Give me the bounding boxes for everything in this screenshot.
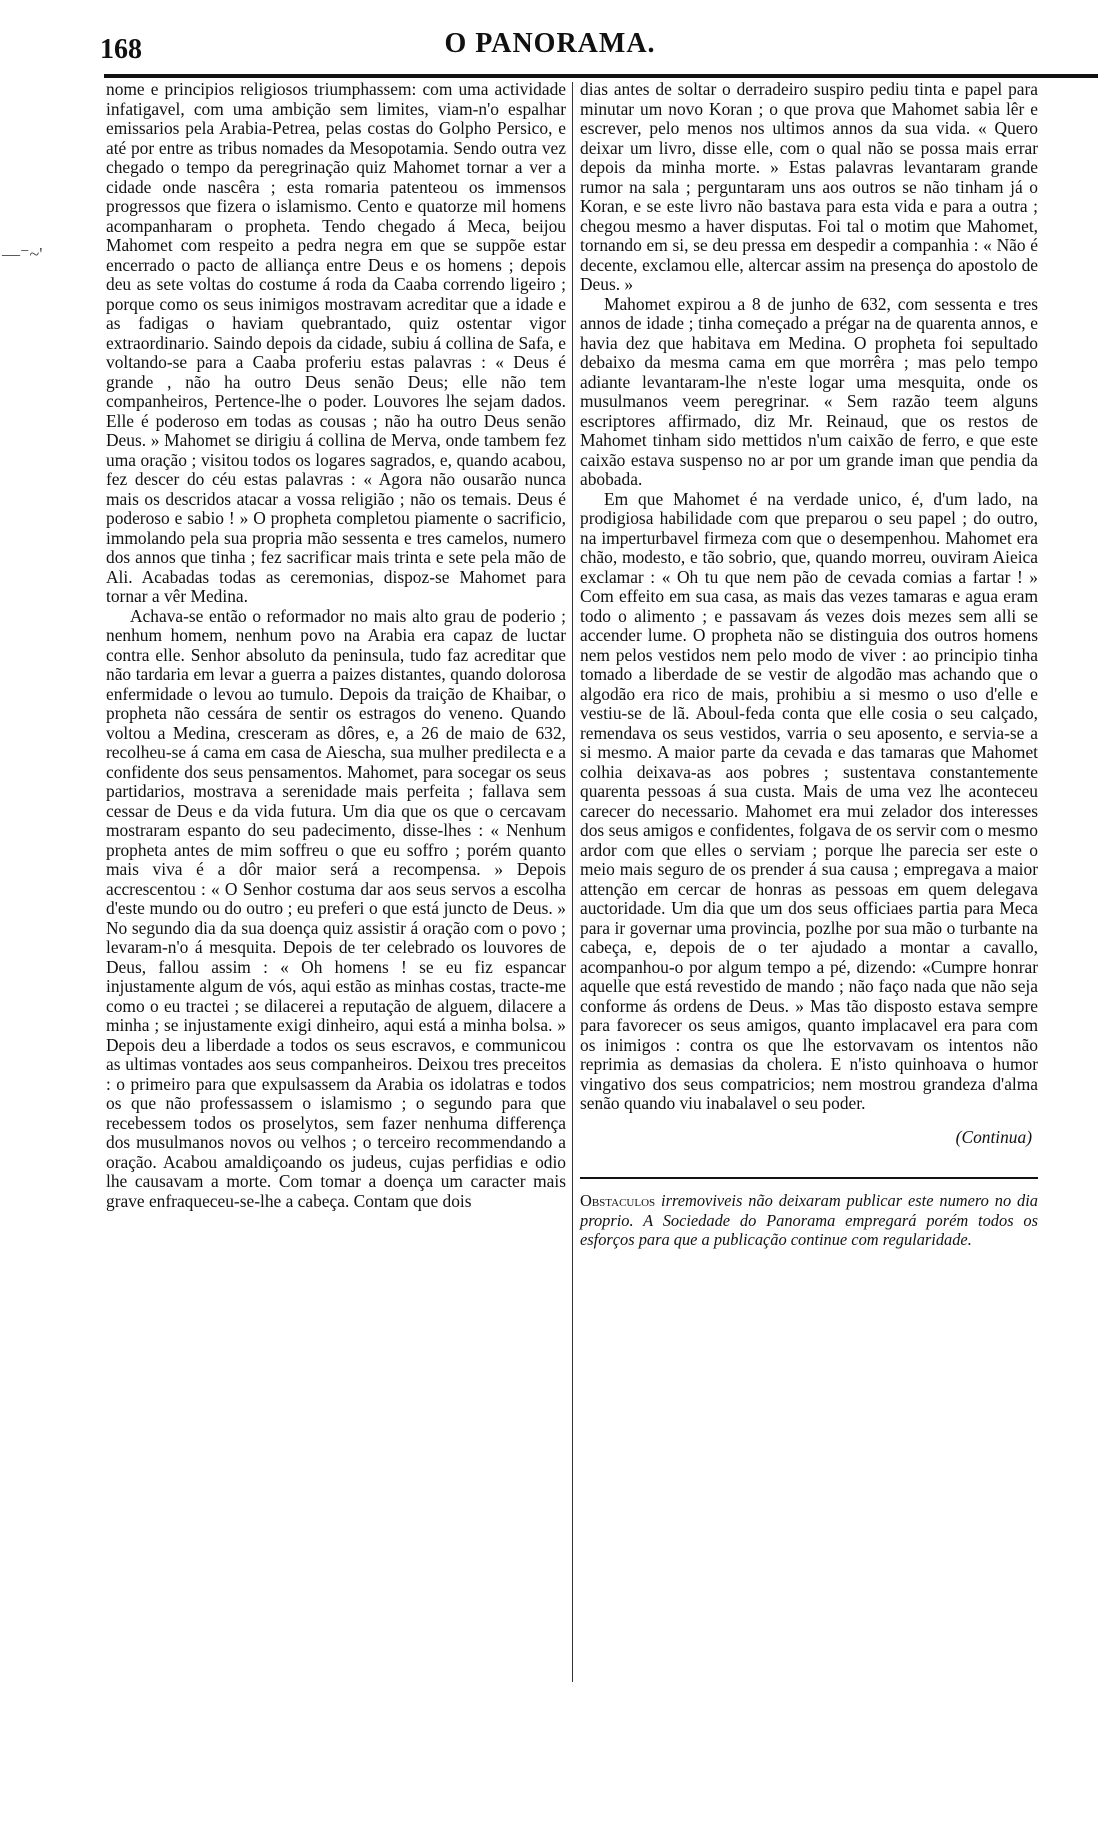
paragraph: Achava-se então o reformador no mais alto grau de poderio ; nenhum homem, nenhum povo na Arabia era capaz de luctar contra elle. Senhor absoluto da peninsula, tudo faz acreditar que não tardaria em levar a guerra a paizes distantes, quando dolorosa enfermidade o levou ao tumulo. Depois da traição de Khaibar, o propheta não cessára de sentir os estragos do veneno. Quando voltou a Medina, cresceram as dôres, e, a 26 de maio de 632, recolheu-se á cama em casa de Aiescha, sua mulher predilecta e a confidente dos seus pensamentos. Mahomet, para socegar os seus partidarios, mostrava a serenidade mais perfeita ; fallava sem cessar de Deus e da vida futura. Um dia que os que o cercavam mostraram espanto do seu padecimento, disse-lhes : « Nenhum propheta antes de mim soffreu o que eu soffro ; porém quanto mais viva é a dôr maior será a recompensa. » Depois accrescentou : « O Senhor costuma dar aos seus servos a escolha d'este mundo ou do outro ; eu preferi o que está juncto de Deus. » No segundo dia da sua doença quiz assistir á oração com o povo ; levaram-n'o á mesquita. Depois de ter celebrado os louvores de Deus, fallou assim : « Oh homens ! se eu fiz espancar injustamente algum de vós, aqui estão as minhas costas, tracte-me como o eu tractei ; se dilacerei a reputação de alguem, dilacere a minha ; se injustamente exigi dinheiro, aqui está a minha bolsa. » Depois deu a liberdade a todos os seus escravos, e communicou as ultimas vontades aos seus companheiros. Deixou tres preceitos : o primeiro para que expulsassem da Arabia os idolatras e todos os que não professassem o islamismo ; o segundo para que recebessem todos os proselytos, sem fazer nenhuma differença dos musulmanos novos ou velhos ; o terceiro recommendando a oração. Acabou amaldiçoando os judeus, cujas perfidias e odio lhe causavam a morte. Com tomar a doença um caracter mais grave enfraqueceu-se-lhe a cabeça. Contam que dois	[106, 605, 566, 1211]
editor-note	[580, 1191, 1038, 1250]
editor-note-lead: Obstaculos	[580, 1191, 656, 1210]
column-divider	[572, 82, 573, 1682]
right-column	[580, 80, 1038, 1250]
left-column	[106, 80, 566, 1211]
page-number: 168	[100, 34, 142, 65]
continuation-note: (Continua)	[955, 1126, 1032, 1147]
paragraph: Mahomet expirou a 8 de junho de 632, com sessenta e tres annos de idade ; tinha começado a prégar na de quarenta annos, e havia dez que habitava em Medina. O propheta foi sepultado debaixo da mesma cama em que morrêra ; mas pelo tempo adiante levantaram-lhe n'este logar uma mesquita, onde os musulmanos veem peregrinar. « Sem razão teem alguns escriptores affirmado, diz Mr. Reinaud, que os restos de Mahomet tinham sido mettidos n'um caixão de ferro, e que este caixão estava suspenso no ar por um grande iman que pendia da abobada.	[580, 293, 1038, 489]
paragraph: dias antes de soltar o derradeiro suspiro pediu tinta e papel para minutar um novo Koran ; o que prova que Mahomet sabia lêr e escrever, pelo menos nos ultimos annos da sua vida. « Quero deixar um livro, disse elle, com o qual não se possa mais errar depois da minha morte. » Estas palavras levantaram grande rumor na sala ; perguntaram uns aos outros se não tinham já o Koran, e se este livro não bastava para esta vida e para a outra ; chegou mesmo a haver disputas. Foi tal o motim que Mahomet, tornando em si, se deu pressa em despedir a companhia : « Não é decente, exclamou elle, altercar assim na presença do apostolo de Deus. »	[580, 79, 1038, 294]
running-title: O PANORAMA.	[444, 28, 656, 59]
paragraph: nome e principios religiosos triumphassem: com uma actividade infatigavel, com uma ambição sem limites, viam-n'o espalhar emissarios pela Arabia-Petrea, pelas costas do Golpho Persico, e até por entre as tribus nomades da Mesopotamia. Sendo outra vez chegado o tempo da peregrinação quiz Mahomet tornar a ver a cidade onde nascêra ; esta romaria patenteou os immensos progressos que fizera o islamismo. Cento e quatorze mil homens acompanharam o propheta. Tendo chegado á Meca, beijou Mahomet com respeito a pedra negra em que se suppõe estar encerrado o pacto de alliança entre Deus e os homens ; depois deu as sete voltas do costume á roda da Caaba correndo ligeiro ; porque como os seus inimigos mostravam acreditar que a idade e as fadigas o haviam quebrantado, quiz ostentar vigor extraordinario. Saindo depois da cidade, subiu á collina de Safa, e voltando-se para a Caaba proferiu estas palavras : « Deus é grande , não ha outro Deus senão Deus; elle não tem companheiros, Pertence-lhe o poder. Louvores lhe sejam dados. Elle é poderoso em todas as cousas ; não ha outro Deus senão Deus. » Mahomet se dirigiu á collina de Merva, onde tambem fez uma oração ; visitou todos os logares sagrados, e, quando acabou, fez descer do céu estas palavras : « Agora não ousarão nunca mais os descridos atacar a vossa religião ; não os temais. Deus é poderoso e sabio ! » O propheta completou piamente o sacrificio, immolando pela sua propria mão sessenta e tres camelos, numero dos annos que tinha ; fez sacrificar mais trinta e sete pela mão de Ali. Acabadas todas as ceremonias, dispoz-se Mahomet para tornar a vêr Medina.	[106, 79, 566, 606]
header-rule	[104, 74, 1098, 78]
note-rule	[580, 1177, 1038, 1179]
editor-note-text: irremoviveis não deixaram publicar este numero no dia proprio. A Sociedade do Panorama empregará porém todos os esforços para que a publicação continue com regularidade.	[580, 1191, 1038, 1249]
paragraph: Em que Mahomet é na verdade unico, é, d'um lado, na prodigiosa habilidade com que preparou o seu papel ; do outro, na imperturbavel firmeza com que o desempenhou. Mahomet era chão, modesto, e tão sobrio, que, quando morreu, ouviram Aieica exclamar : « Oh tu que nem pão de cevada comias a fartar ! » Com effeito em sua casa, as mais das vezes tamaras e agua eram todo o alimento ; e passavam ás vezes dois mezes sem alli se accender lume. O propheta não se distinguia dos outros homens nem pelos vestidos nem pelo modo de viver : ao principio tinha tomado a liberdade de se vestir de algodão mas achando que o algodão era rico de mais, prohibiu a si mesmo o uso d'elle e vestiu-se de lã. Aboul-feda conta que elle cosia o seu calçado, remendava os seus vestidos, varria o seu aposento, e servia-se a si mesmo. A maior parte da cevada e das tamaras que Mahomet colhia deixava-as aos pobres ; sustentava constantemente quarenta pessoas á sua custa. Mais de uma vez lhe aconteceu carecer do necessario. Mahomet era mui zelador dos interesses dos seus amigos e confidentes, folgava de os servir com o mesmo ardor com que elles o serviam ; porque lhe parecia ser este o meio mais seguro de os prender á sua causa ; empregava a maior attenção em cercar de honras as pessoas em quem delegava auctoridade. Um dia que um dos seus officiaes partia para Meca para ir governar uma provincia, pozlhe por sua mão o turbante na cabeça, e, depois de o ter ajudado a montar a cavallo, acompanhou-o por algum tempo a pé, dizendo: «Cumpre honrar aquelle que está revestido de mando ; não faço nada que não seja conforme ás ordens de Deus. » Mas tão disposto estava sempre para favorecer os seus amigos, quanto implacavel era para com os inimigos : contra os que lhe estorvavam os intentos não reprimia as demasias da cholera. E n'isto quinhoava o humor vingativo dos seus compatricios; nem mostrou grandeza d'alma senão quando viu inabalavel o seu poder.	[580, 488, 1038, 1113]
margin-mark: —⁻~'	[2, 244, 43, 264]
